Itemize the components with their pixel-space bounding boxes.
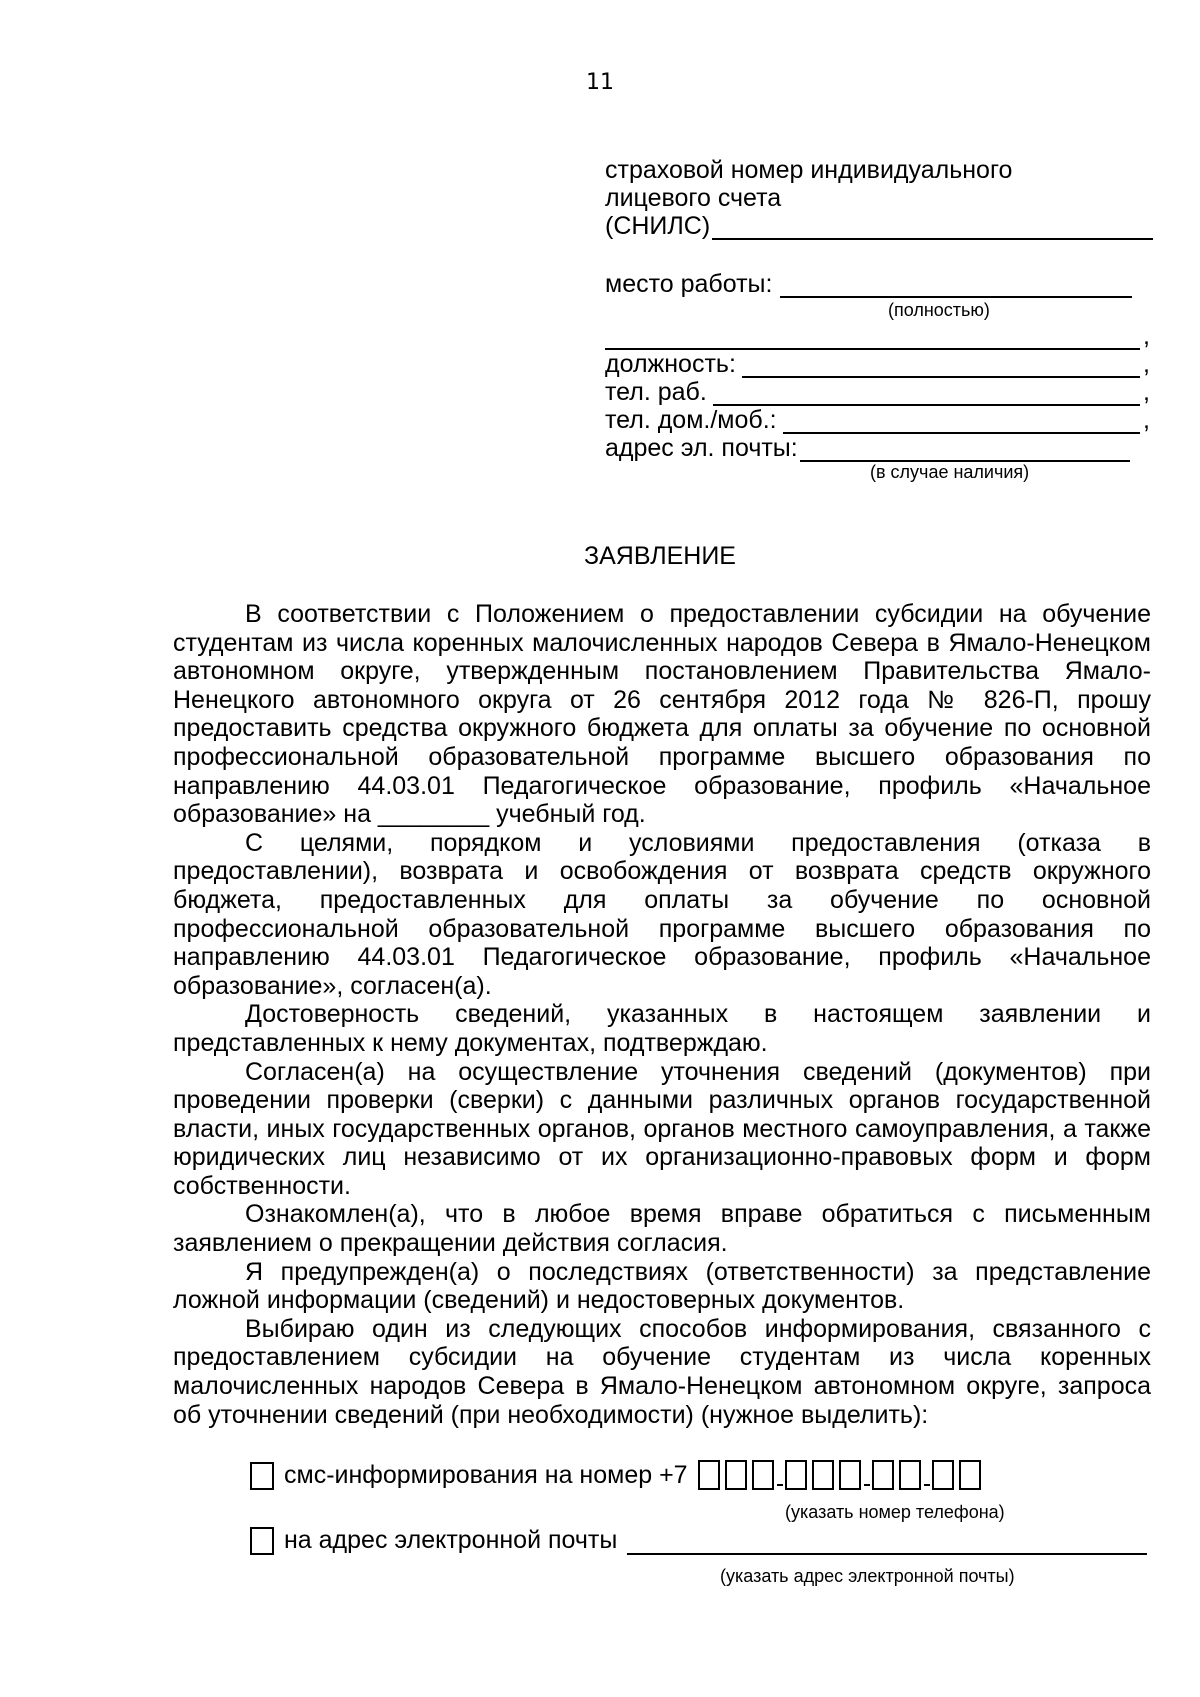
position-field[interactable] xyxy=(742,354,1140,378)
snils-field[interactable] xyxy=(712,216,1153,240)
snils-label: (СНИЛС) xyxy=(605,212,711,240)
snils-line-1: страховой номер индивидуального xyxy=(605,156,1013,184)
work-phone-field[interactable] xyxy=(713,382,1140,406)
digit-box[interactable] xyxy=(959,1460,981,1490)
paragraph: Достоверность сведений, указанных в настоящем заявлении и представленных к нему документах, подтверждаю. xyxy=(173,1000,1151,1057)
email-row xyxy=(605,434,1130,462)
digit-box[interactable] xyxy=(932,1460,954,1490)
workplace-note: (полностью) xyxy=(888,300,990,320)
paragraph: Выбираю один из следующих способов информирования, связанного с предоставлением субсидии на обучение студентам из числа коренных малочисленных народов Севера в Ямало-Ненецком автономном округе, запроса об уточнении сведений (при необходимости) (нужное выделить): xyxy=(173,1314,1151,1429)
workplace-field-2[interactable] xyxy=(605,326,1140,350)
sms-note: (указать номер телефона) xyxy=(785,1502,1005,1522)
digit-box[interactable] xyxy=(812,1460,834,1490)
workplace-label: место работы: xyxy=(605,270,773,298)
home-phone-row: тел. дом./моб.: , xyxy=(605,406,1150,434)
digit-box[interactable] xyxy=(698,1460,720,1490)
home-phone-field[interactable] xyxy=(783,410,1140,434)
paragraph: Я предупрежден(а) о последствиях (ответственности) за представление ложной информации (сведений) и недостоверных документов. xyxy=(173,1257,1151,1315)
sms-option xyxy=(250,1460,986,1490)
paragraph: В соответствии с Положением о предоставлении субсидии на обучение студентам из числа коренных малочисленных народов Севера в Ямало-Ненецком автономном округе, утвержденным постановлением Правительства Ямало-Ненецкого автономного округа от 26 сентября 2012 года № 826-П, прошу предоставить средства окружного бюджета для оплаты за обучение по основной профессиональной образовательной программе высшего образования по направлению 44.03.01 Педагогическое образование, профиль «Начальное образование» на ________ учебный год. xyxy=(173,600,1151,829)
paragraph: С целями, порядком и условиями предоставления (отказа в предоставлении), возврата и освобождения от возврата средств окружного бюджета, предоставленных для оплаты за обучение по основной профессиональной образовательной программе высшего образования по направлению 44.03.01 Педагогическое образование, профиль «Начальное образование», согласен(а). xyxy=(173,828,1151,1000)
dash xyxy=(924,1484,930,1486)
digit-box[interactable] xyxy=(752,1460,774,1490)
email-option-field[interactable] xyxy=(627,1531,1147,1555)
sms-label: смс-информирования на номер +7 xyxy=(284,1461,688,1489)
digit-box[interactable] xyxy=(839,1460,861,1490)
snils-line-2: лицевого счета xyxy=(605,184,782,212)
digit-box[interactable] xyxy=(725,1460,747,1490)
email-option xyxy=(250,1526,1147,1555)
email-label: адрес эл. почты: xyxy=(605,434,798,462)
dash xyxy=(777,1484,783,1486)
paragraph: Ознакомлен(а), что в любое время вправе обратиться с письменным заявлением о прекращении действия согласия. xyxy=(173,1200,1151,1258)
home-phone-label: тел. дом./моб.: xyxy=(605,406,777,434)
email-option-label: на адрес электронной почты xyxy=(284,1526,618,1554)
email-option-note: (указать адрес электронной почты) xyxy=(720,1566,1015,1586)
dash xyxy=(864,1484,870,1486)
digit-box[interactable] xyxy=(785,1460,807,1490)
digit-box[interactable] xyxy=(899,1460,921,1490)
work-phone-row: тел. раб. , xyxy=(605,378,1150,406)
digit-box[interactable] xyxy=(872,1460,894,1490)
email-field[interactable] xyxy=(800,438,1130,462)
email-checkbox[interactable] xyxy=(250,1527,274,1555)
body-text xyxy=(173,600,1151,1429)
paragraph: Согласен(а) на осуществление уточнения сведений (документов) при проведении проверки (сверки) с данными различных органов государственной власти, иных государственных органов, органов местного самоуправления, а также юридических лиц независимо от их организационно-правовых форм и форм собственности. xyxy=(173,1057,1151,1200)
document-title: ЗАЯВЛЕНИЕ xyxy=(583,542,736,570)
workplace-row-2: , должность: , тел. раб. , тел. дом./моб.: , адрес эл. почты: xyxy=(605,322,1150,462)
sms-checkbox[interactable] xyxy=(250,1462,274,1490)
page-number: 11 xyxy=(586,70,614,95)
phone-digit-boxes[interactable] xyxy=(698,1460,986,1490)
work-phone-label: тел. раб. xyxy=(605,378,707,406)
snils-block xyxy=(605,156,1150,240)
position-row: должность: , xyxy=(605,350,1150,378)
snils-row xyxy=(605,212,1150,240)
email-note: (в случае наличия) xyxy=(870,462,1030,482)
workplace-row xyxy=(605,270,1150,298)
workplace-field[interactable] xyxy=(780,274,1132,298)
position-label: должность: xyxy=(605,350,736,378)
